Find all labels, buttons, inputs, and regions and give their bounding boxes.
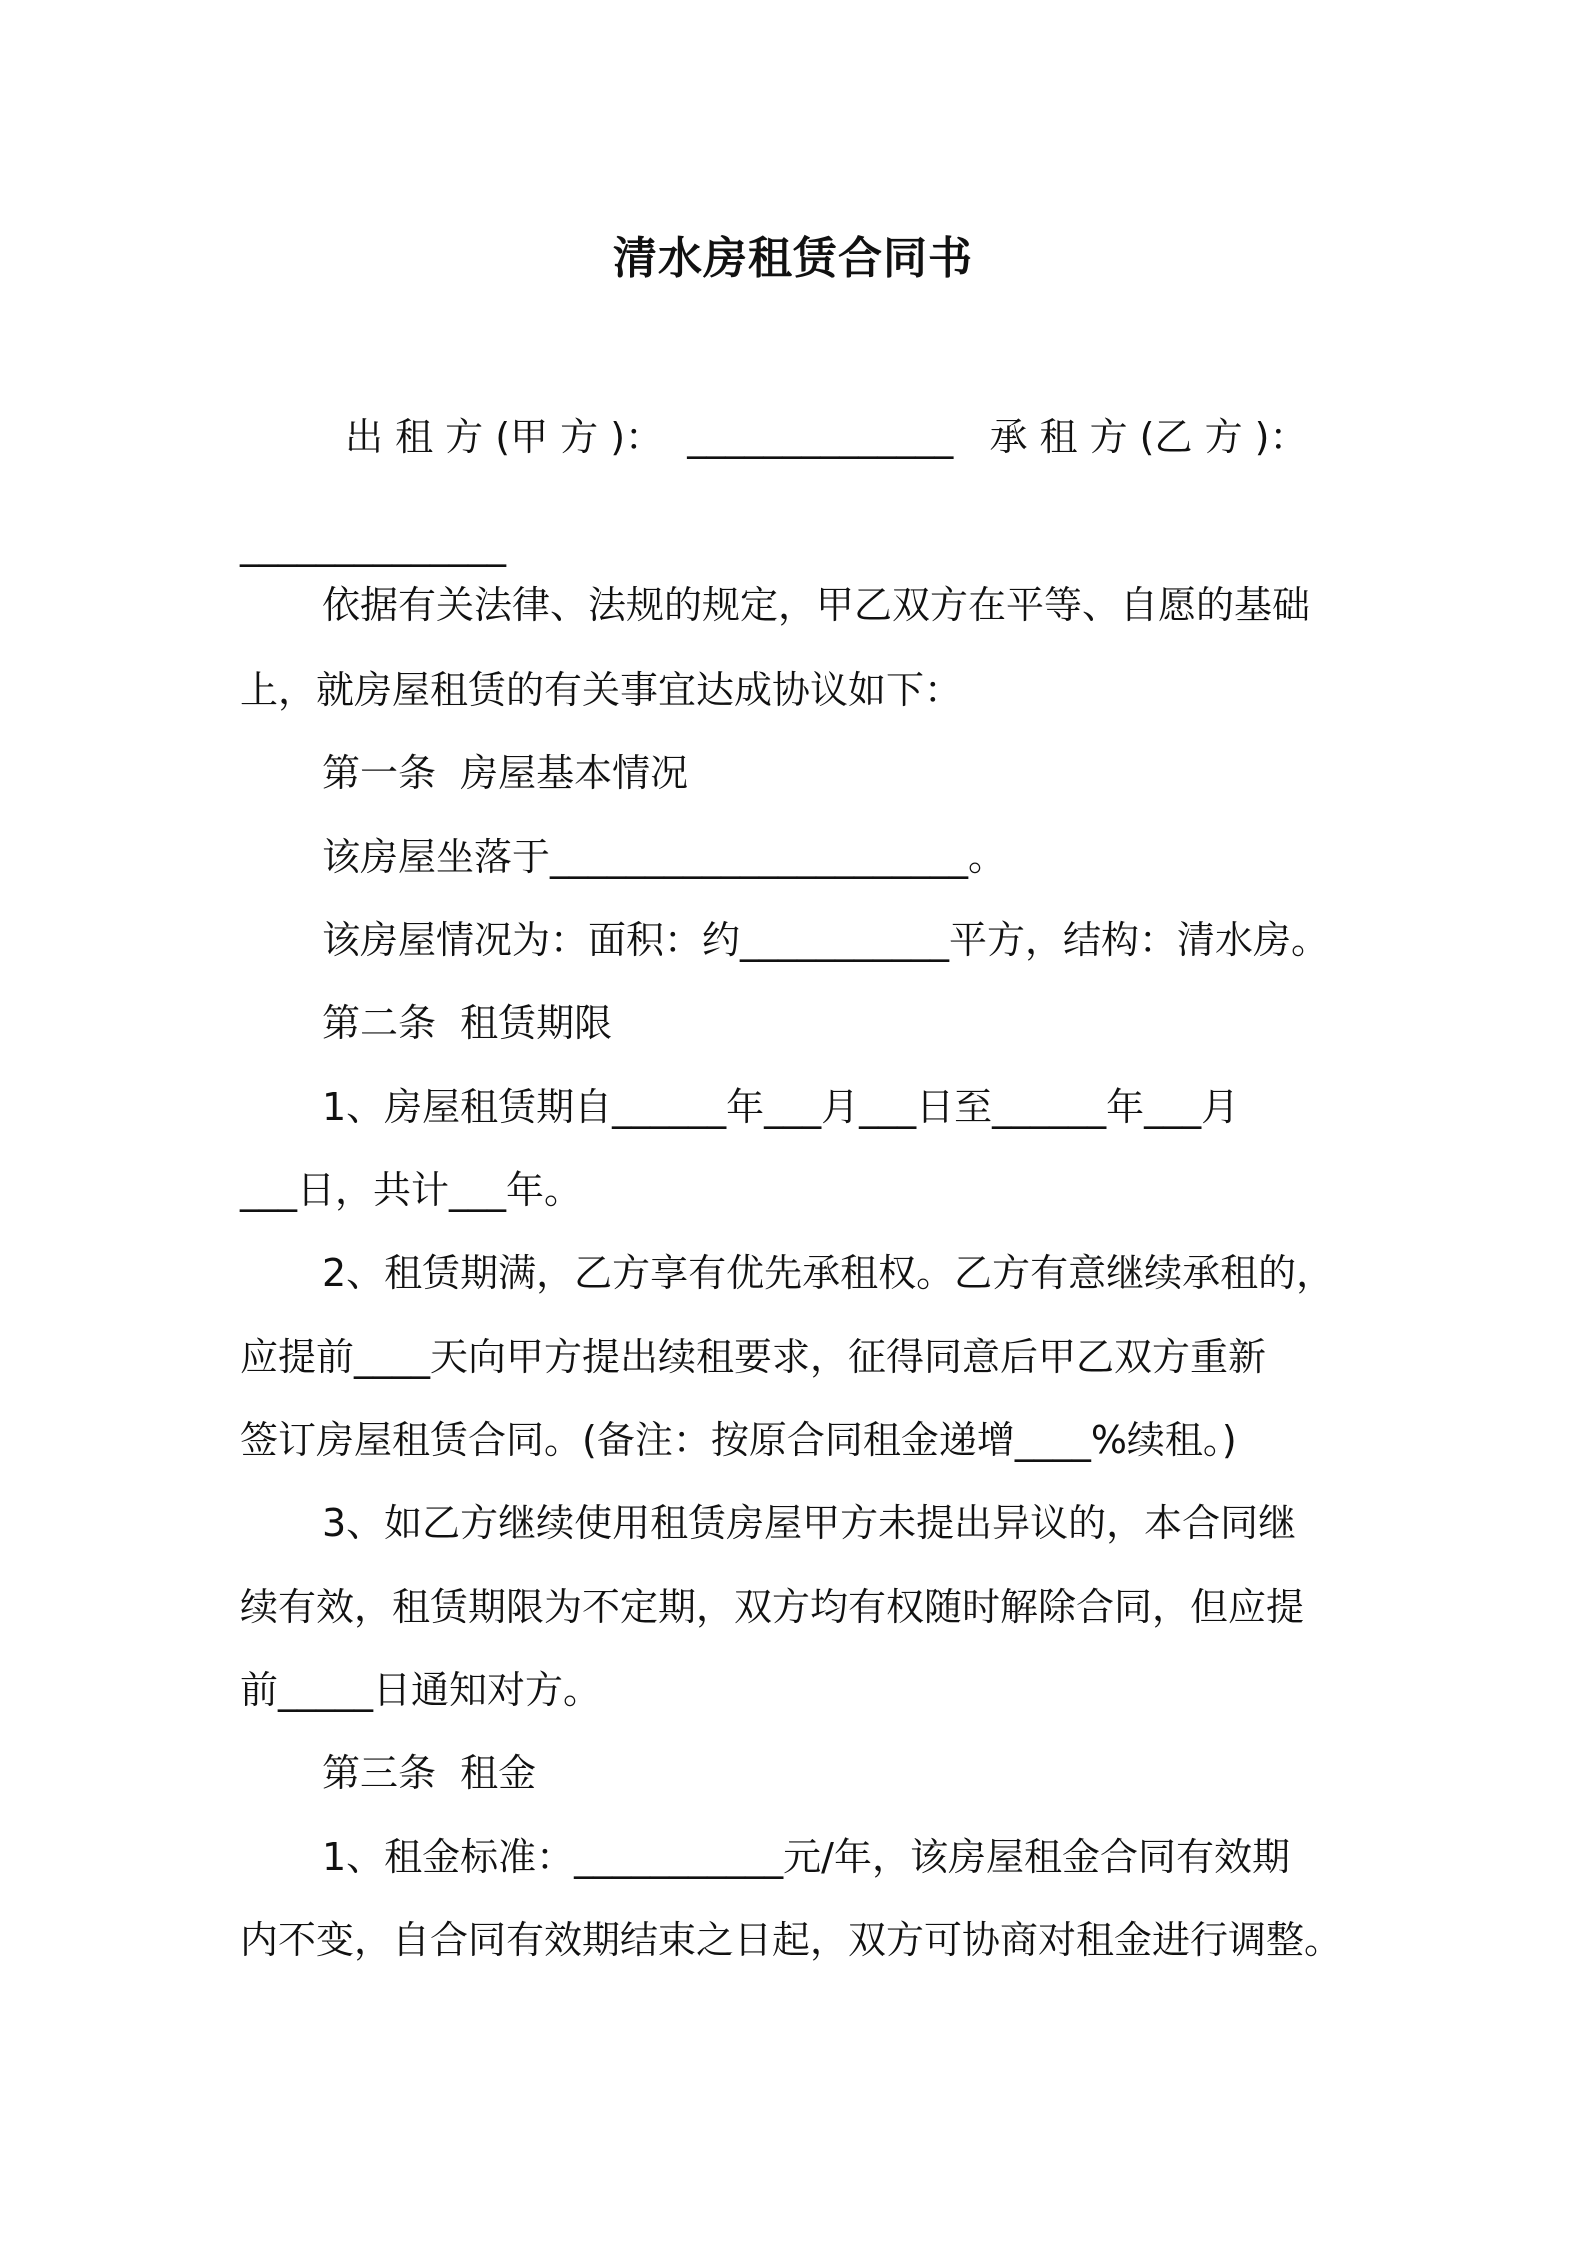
continued-use-line-3: 前_____日通知对方。 xyxy=(240,1668,602,1712)
property-location: 该房屋坐落于______________________。 xyxy=(322,835,1007,879)
preamble-line-1: 依据有关法律、法规的规定，甲乙双方在平等、自愿的基础 xyxy=(322,583,1311,627)
contract-title: 清水房租赁合同书 xyxy=(613,233,973,284)
renewal-line-2: 应提前____天向甲方提出续租要求，征得同意后甲乙双方重新 xyxy=(240,1335,1267,1379)
rent-standard-line-2: 内不变，自合同有效期结束之日起，双方可协商对租金进行调整。 xyxy=(240,1918,1343,1962)
party-b-blank: ______________ xyxy=(240,523,506,567)
article-1-heading: 第一条 房屋基本情况 xyxy=(322,751,689,795)
renewal-line-3: 签订房屋租赁合同。(备注：按原合同租金递增____%续租。) xyxy=(240,1418,1237,1462)
renewal-line-1: 2、租赁期满，乙方享有优先承租权。乙方有意继续承租的， xyxy=(322,1251,1335,1295)
article-3-heading: 第三条 租金 xyxy=(322,1751,537,1795)
property-condition: 该房屋情况为：面积：约___________平方，结构：清水房。 xyxy=(322,918,1330,962)
preamble-line-2: 上，就房屋租赁的有关事宜达成协议如下： xyxy=(240,668,963,712)
continued-use-line-2: 续有效，租赁期限为不定期，双方均有权随时解除合同，但应提 xyxy=(240,1585,1305,1629)
rent-standard-line-1: 1、租金标准：___________元/年，该房屋租金合同有效期 xyxy=(322,1835,1290,1879)
article-2-heading: 第二条 租赁期限 xyxy=(322,1001,613,1045)
lease-term-line-2: ___日，共计___年。 xyxy=(240,1168,583,1212)
lease-term-line-1: 1、房屋租赁期自______年___月___日至______年___月 xyxy=(322,1085,1240,1129)
parties-line: 出 租 方 (甲 方 )： ______________ 承 租 方 (乙 方 )： xyxy=(345,415,1308,459)
continued-use-line-1: 3、如乙方继续使用租赁房屋甲方未提出异议的，本合同继 xyxy=(322,1501,1297,1545)
